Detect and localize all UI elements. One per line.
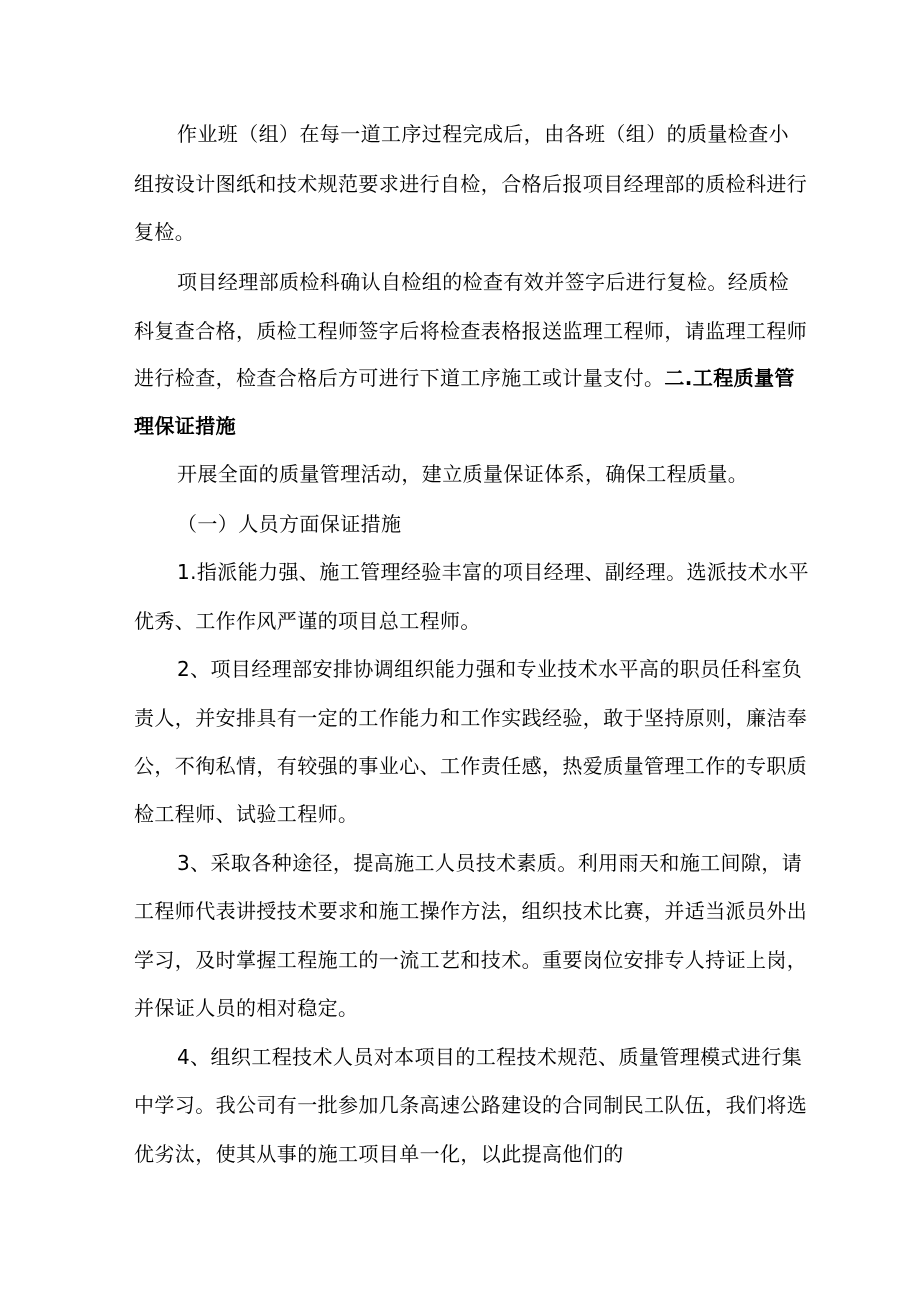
paragraph-8-line-2: 中学习。我公司有一批参加几条高速公路建设的合同制民工队伍，我们将选 <box>134 1093 808 1117</box>
paragraph-3-line-1: 开展全面的质量管理活动，建立质量保证体系，确保工程质量。 <box>177 462 749 486</box>
subsection-heading: （一）人员方面保证措施 <box>177 512 402 536</box>
paragraph-2-line-2: 科复查合格，质检工程师签字后将检查表格报送监理工程师，请监理工程师 <box>134 319 808 343</box>
paragraph-6-line-4: 检工程师、试验工程师。 <box>134 802 359 826</box>
paragraph-6-line-2: 责人，并安排具有一定的工作能力和工作实践经验，敢于坚持原则，廉洁奉 <box>134 706 808 730</box>
paragraph-1-line-3: 复检。 <box>134 220 196 244</box>
paragraph-2-line-3-text: 进行检查，检查合格后方可进行下道工序施工或计量支付。 <box>134 366 665 390</box>
paragraph-7-line-2: 工程师代表讲授技术要求和施工操作方法，组织技术比赛，并适当派员外出 <box>134 899 808 923</box>
paragraph-7-line-1: 3、采取各种途径，提高施工人员技术素质。利用雨天和施工间隙，请 <box>177 851 803 875</box>
paragraph-1-line-2: 组按设计图纸和技术规范要求进行自检，合格后报项目经理部的质检科进行 <box>134 172 808 196</box>
paragraph-8-line-1: 4、组织工程技术人员对本项目的工程技术规范、质量管理模式进行集 <box>177 1045 803 1069</box>
paragraph-2-line-1: 项目经理部质检科确认自检组的检查有效并签字后进行复检。经质检 <box>177 270 789 294</box>
paragraph-6-line-3: 公，不徇私情，有较强的事业心、工作责任感，热爱质量管理工作的专职质 <box>134 754 808 778</box>
paragraph-8-line-3: 优劣汰，使其从事的施工项目单一化，以此提高他们的 <box>134 1142 624 1166</box>
paragraph-5-line-2: 优秀、工作作风严谨的项目总工程师。 <box>134 609 481 633</box>
paragraph-2-line-3 <box>0 364 920 392</box>
paragraph-5-line-1: 1.指派能力强、施工管理经验丰富的项目经理、副经理。选派技术水平 <box>177 560 809 584</box>
section-heading-part-2: 理保证措施 <box>134 414 236 438</box>
paragraph-7-line-4: 并保证人员的相对稳定。 <box>134 996 359 1020</box>
section-heading-part-1: 二.工程质量管 <box>664 366 795 390</box>
paragraph-1-line-1: 作业班（组）在每一道工序过程完成后，由各班（组）的质量检查小 <box>177 122 789 146</box>
paragraph-7-line-3: 学习，及时掌握工程施工的一流工艺和技术。重要岗位安排专人持证上岗， <box>134 948 808 972</box>
paragraph-6-line-1: 2、项目经理部安排协调组织能力强和专业技术水平高的职员任科室负 <box>177 657 803 681</box>
